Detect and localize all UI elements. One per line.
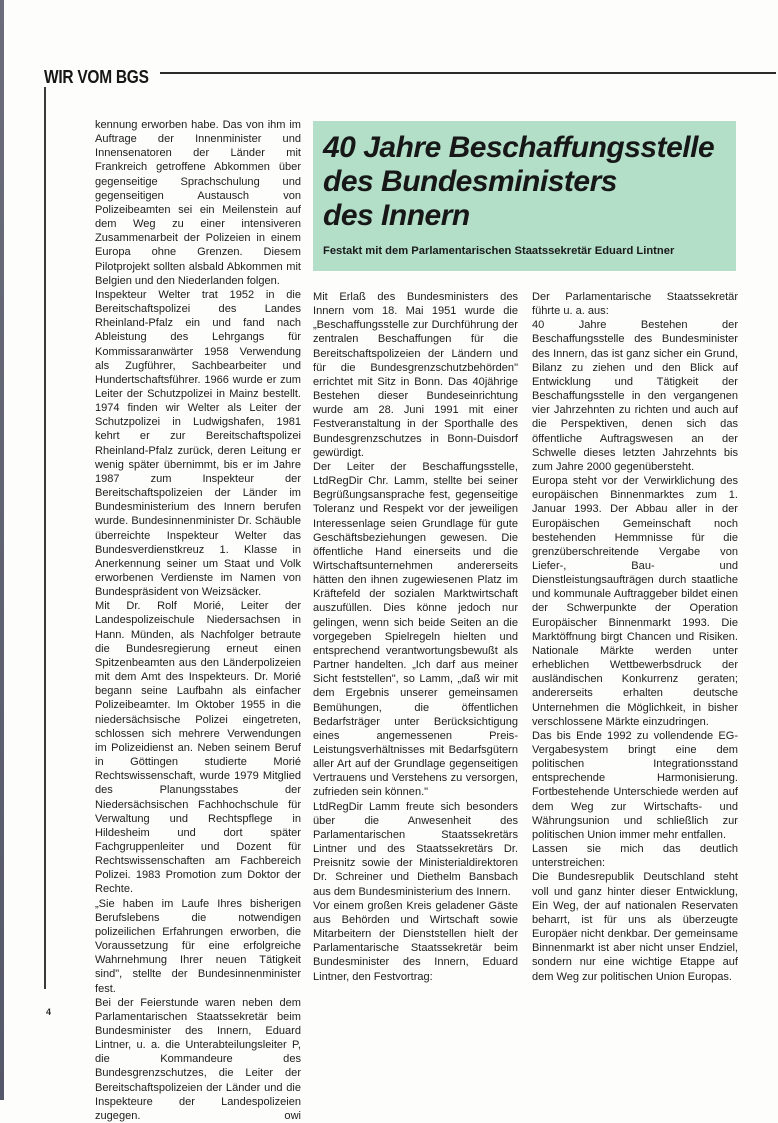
paragraph: „Sie haben im Laufe Ihres bisherigen Berufslebens die notwendigen polizeilichen Erfahrungen erworben, die Voraussetzung für eine erfolgreiche Wahrnehmung Ihrer neuen Tätigkeit sind", stellte der Bundesinnenminister fest. — [95, 897, 301, 995]
left-vertical-rule — [44, 87, 46, 989]
paragraph: Vor einem großen Kreis geladener Gäste aus Behörden und Wirtschaft sowie Mitarbeitern der Dienststellen hielt der Parlamentarische Staatssekretär beim Bundesminister des Innern, Eduard Lintner, den Festvortrag: — [313, 899, 518, 983]
paragraph: Bei der Feierstunde waren neben dem Parlamentarischen Staatssekretär beim Bundesminister des Innern, Eduard Lintner, u. a. die Unterabteilungsleiter P, die Kommandeure des Bundesgrenzschutzes, die Leiter der Bereitschaftspolizeien der Länder und die Inspekteure der Landespolizeien zugegen. — [95, 996, 301, 1122]
paragraph: Lassen sie mich das deutlich unterstreichen: — [532, 843, 738, 870]
paragraph: Mit Dr. Rolf Morié, Leiter der Landespolizeischule Niedersachsen in Hann. Münden, als Nachfolger betraute die Bundesregierung erneut einen Spitzenbeamten aus den Länderpolizeien mit dem Amt des Inspekteurs. Dr. Morié begann seine Laufbahn als einfacher Polizeibeamter. Im Oktober 1955 in die niedersächsische Polizei eingetreten, schlossen sich mehrere Verwendungen im Polizeidienst an. Neben seinem Beruf in Göttingen studierte Morié Rechtswissenschaft, wurde 1979 Mitglied des Planungsstabes der Niedersächsischen Fachhochschule für Verwaltung und Rechtspflege in Hildesheim und dort später Fachgruppenleiter und Dozent für Rechtswissenschaften am Fachbereich Polizei. 1983 Promotion zum Doktor der Rechte. — [95, 600, 301, 896]
paragraph: Die Bundesrepublik Deutschland steht voll und ganz hinter dieser Entwicklung, Ein Weg, der auf nationalen Reservaten beharrt, ist für uns als überzeugte Europäer nicht denkbar. Der gemeinsame Binnenmarkt ist aber nicht unser Endziel, sondern nur eine wichtige Etappe auf dem Weg zur politischen Union Europas. — [532, 871, 738, 983]
column-middle — [313, 290, 518, 984]
article-subtitle: Festakt mit dem Parlamentarischen Staatssekretär Eduard Lintner — [323, 245, 675, 257]
scan-left-edge — [0, 0, 4, 1100]
article-title-line: des Bundesministers — [323, 165, 617, 198]
section-title: WIR VOM BGS — [44, 67, 149, 87]
section-header — [44, 64, 778, 90]
article-title-line: 40 Jahre Beschaffungsstelle — [323, 131, 715, 164]
paragraph: Mit Erlaß des Bundesministers des Innern vom 18. Mai 1951 wurde die „Beschaffungsstelle zur Durchführung der zentralen Beschaffungen für die Bereitschaftspolizeien der Ländern und für die Bundesgrenzschutzbehörden" errichtet mit Sitz in Bonn. Das 40jährige Bestehen dieser Bundeseinrichtung wurde am 28. Juni 1991 mit einer Festveranstaltung in der Sporthalle des Bundesgrenzschutzes in Bonn-Duisdorf gewürdigt. — [313, 291, 518, 459]
paragraph: Das bis Ende 1992 zu vollendende EG-Vergabesystem bringt eine dem politischen Integrationsstand entsprechende Harmonisierung. Fortbestehende Unterschiede werden auf dem Weg zur Wirtschafts- und Währungsunion und schließlich zur politischen Union immer mehr entfallen. — [532, 729, 738, 841]
paragraph: Inspekteur Welter trat 1952 in die Bereitschaftspolizei des Landes Rheinland-Pfalz ein und fand nach Ableistung des Lehrgangs für Kommissaranwärter 1958 Verwendung als Zugführer, Sachbearbeiter und Hundertschaftsführer. 1966 wurde er zum Leiter der Schutzpolizei in Mainz bestellt. 1974 finden wir Welter als Leiter der Schutzpolizei in Ludwigshafen, 1981 kehrt er zur Bereitschaftspolizei Rheinland-Pfalz zurück, deren Leitung er wenig später übernimmt, bis er im Jahre 1987 zum Inspekteur der Bereitschaftspolizeien der Länder im Bundesministerium des Innern berufen wurde. Bundesinnenminister Dr. Schäuble überreichte Inspekteur Welter das Bundesverdienstkreuz 1. Klasse in Anerkennung seiner um Staat und Volk erworbenen Verdienste im Namen von Bundespräsident von Weizsäcker. — [95, 288, 301, 599]
paragraph: LtdRegDir Lamm freute sich besonders über die Anwesenheit des Parlamentarischen Staatssekretärs Lintner und des Staatssekretärs Dr. Preisnitz sowie der Ministerialdirektoren Dr. Schreiner und Diethelm Bansbach aus dem Bundesministerium des Innern. — [313, 800, 518, 898]
article-title-line: des Innern — [323, 199, 470, 232]
paragraph: Europa steht vor der Verwirklichung des europäischen Binnenmarktes zum 1. Januar 1993. Der Abbau aller in der Europäischen Gemeinschaft noch bestehenden Hemmnisse für die grenzüberschreitende Vergabe von Liefer-, Bau- und Dienstleistungsaufträgen durch staatliche und kommunale Auftraggeber bildet einen der Schwerpunkte der Operation Europäischer Binnenmarkt 1993. Die Marktöffnung birgt Chancen und Risiken. Nationale Märkte werden unter erheblichen Wettbewerbsdruck der ausländischen Konkurrenz geraten; andererseits erhalten deutsche Unternehmen die Möglichkeit, in bisher verschlossene Märkte einzudringen. — [532, 475, 738, 728]
paragraph: Der Parlamentarische Staatssekretär führte u. a. aus: — [532, 291, 738, 318]
column-left — [95, 118, 301, 1123]
paragraph: Der Leiter der Beschaffungsstelle, LtdRegDir Chr. Lamm, stellte bei seiner Begrüßungsansprache fest, gegenseitige Toleranz und Respekt vor der jeweiligen Interessenlage seien Grundlage für gute Geschäftsbeziehungen gewesen. Die öffentliche Hand einerseits und die Wirtschaftsunternehmen andererseits hätten den ihnen zugewiesenen Platz im Kräftefeld der sozialen Marktwirtschaft auszufüllen. Dies könne jedoch nur gelingen, wenn sich beide Seiten an die vorgegeben Spielregeln hielten und entsprechend verantwortungsbewußt als Partner handelten. „Ich darf aus meiner Sicht feststellen", so Lamm, „daß wir mit dem Ergebnis unserer gemeinsamen Bemühungen, die öffentlichen Bedarfsträger unter Berücksichtigung eines angemessenen Preis-Leistungsverhältnisses mit Bedarfsgütern aller Art auf der Grundlage gegenseitigen Vertrauens und Verstehens zu versorgen, zufrieden sein können." — [313, 460, 518, 799]
page-number: 4 — [46, 1007, 52, 1017]
paragraph: kennung erworben habe. Das von ihm im Auftrage der Innenminister und Innensenatoren der Länder mit Frankreich getroffene Abkommen über gegenseitige Sprachschulung und gegenseitigen Austausch von Polizeibeamten sei ein Meilenstein auf dem Weg zu einer intensiveren Zusammenarbeit der Polizeien in einem Europa ohne Grenzen. Diesem Pilotprojekt sollten alsbald Abkommen mit Belgien und den Niederlanden folgen. — [95, 119, 301, 287]
article-title — [323, 131, 714, 233]
author-initials: owi — [284, 1109, 301, 1122]
header-rule — [160, 72, 776, 74]
column-right — [532, 290, 738, 984]
paragraph: 40 Jahre Bestehen der Beschaffungsstelle des Bundesminister des Innern, das ist ganz sicher ein Grund, Bilanz zu ziehen und den Blick auf Entwicklung und Tätigkeit der Beschaffungsstelle in den vergangenen vier Jahrzehnten zu richten und auch auf die Perspektiven, denen sich das öffentliche Auftragswesen an der Schwelle dieses letzten Jahrzehnts bis zum Jahre 2000 gegenübersteht. — [532, 319, 738, 473]
article-title-box — [313, 121, 736, 271]
